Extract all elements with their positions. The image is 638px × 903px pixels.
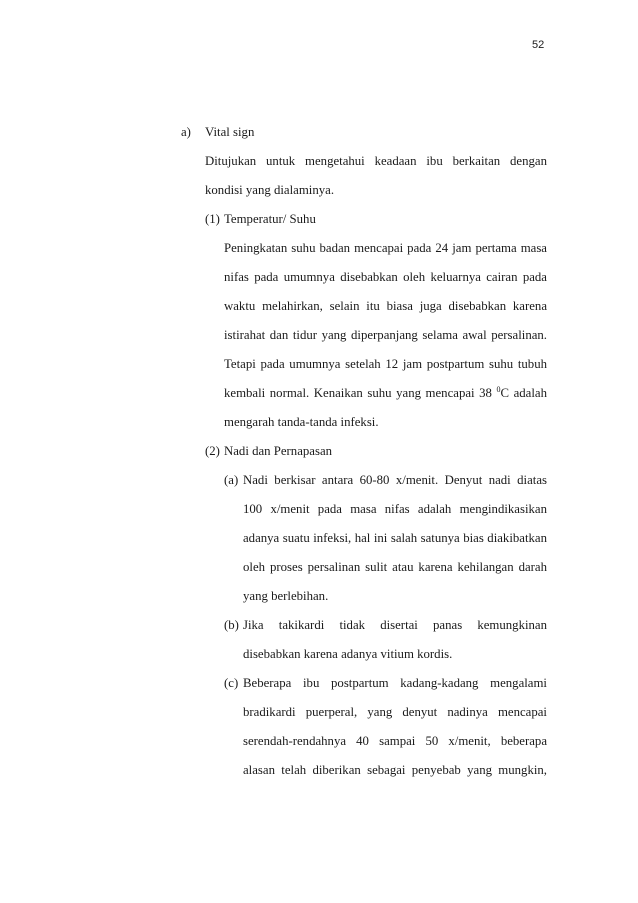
degree-superscript: 0 [496,385,501,394]
sub-a-line: oleh proses persalinan sulit atau karena kehilangan darah [243,560,547,574]
sub-b-line: Jika takikardi tidak disertai panas kemungkinan [243,618,547,632]
sub-b-marker: (b) [224,618,239,632]
sub-a-line: Nadi berkisar antara 60-80 x/menit. Denyut nadi diatas [243,473,547,487]
sub-c-line: alasan telah diberikan sebagai penyebab yang mungkin, [243,763,547,777]
sub-c-line: bradikardi puerperal, yang denyut nadinya mencapai [243,705,547,719]
sub-a-line: yang berlebihan. [243,589,329,603]
item-1-line: Peningkatan suhu badan mencapai pada 24 jam pertama masa [224,241,547,255]
sub-b-line: disebabkan karena adanya vitium kordis. [243,647,453,661]
sub-c-line: serendah-rendahnya 40 sampai 50 x/menit, beberapa [243,734,547,748]
section-a-title: Vital sign [205,125,255,139]
item-1-line: mengarah tanda-tanda infeksi. [224,415,379,429]
item-1-line: Tetapi pada umumnya setelah 12 jam postpartum suhu tubuh [224,357,547,371]
item-2-marker: (2) [205,444,220,458]
sub-a-line: 100 x/menit pada masa nifas adalah mengindikasikan [243,502,547,516]
sub-c-line: Beberapa ibu postpartum kadang-kadang mengalami [243,676,547,690]
item-1-line: waktu melahirkan, selain itu biasa juga disebabkan karena [224,299,547,313]
item-1-line-with-superscript [224,385,547,401]
item-2-title: Nadi dan Pernapasan [224,444,333,458]
section-a-intro-line: Ditujukan untuk mengetahui keadaan ibu berkaitan dengan [205,154,547,168]
item-1-line-6-before: kembali normal. Kenaikan suhu yang mencapai 38 [224,386,497,400]
sub-a-marker: (a) [224,473,239,487]
section-a-marker: a) [181,125,191,139]
item-1-marker: (1) [205,212,220,226]
item-1-line-6-after: C adalah [500,386,547,400]
section-a-intro-line: kondisi yang dialaminya. [205,183,335,197]
item-1-line: istirahat dan tidur yang diperpanjang selama awal persalinan. [224,328,547,342]
item-1-title: Temperatur/ Suhu [224,212,316,226]
sub-c-marker: (c) [224,676,239,690]
page-number: 52 [532,39,545,51]
sub-a-line: adanya suatu infeksi, hal ini salah satunya bias diakibatkan [243,531,547,545]
item-1-line: nifas pada umumnya disebabkan oleh keluarnya cairan pada [224,270,547,284]
